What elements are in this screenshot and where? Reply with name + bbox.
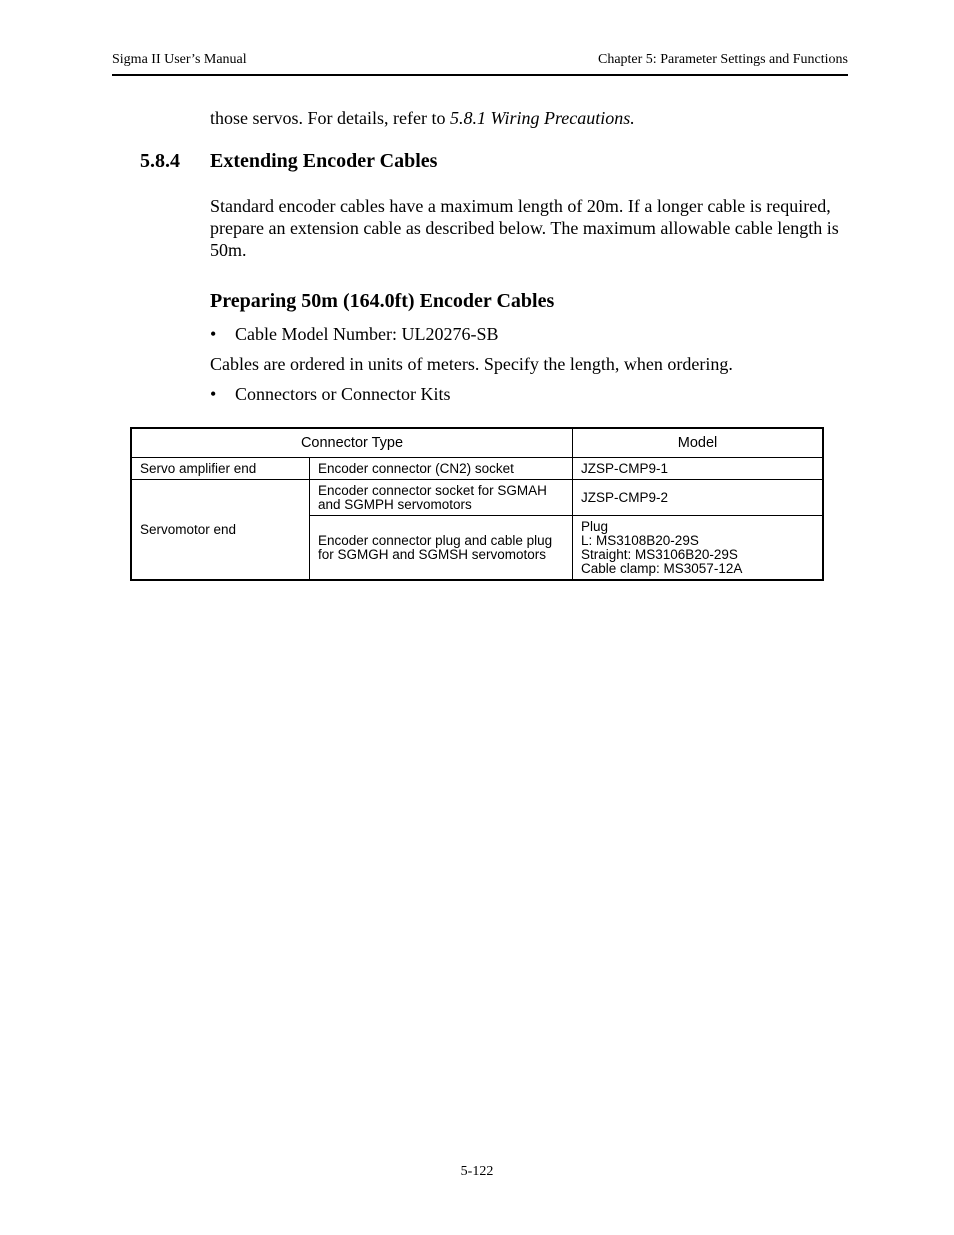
table-header-model: Model bbox=[573, 428, 824, 458]
bullet-symbol: • bbox=[210, 324, 217, 344]
table-row bbox=[131, 458, 823, 480]
intro-text: those servos. For details, refer to bbox=[210, 108, 450, 128]
bullet-text: Connectors or Connector Kits bbox=[235, 384, 451, 404]
order-note: Cables are ordered in units of meters. Specify the length, when ordering. bbox=[210, 354, 733, 374]
intro-paragraph bbox=[210, 108, 635, 129]
table-cell-type: Encoder connector socket for SGMAH and SGMPH servomotors bbox=[310, 480, 573, 516]
page-number: 5-122 bbox=[460, 1164, 494, 1179]
connector-table bbox=[130, 427, 824, 581]
header-chapter-title: Chapter 5: Parameter Settings and Functions bbox=[597, 52, 848, 67]
bullet-text: Cable Model Number: UL20276-SB bbox=[235, 324, 499, 344]
section-title: Extending Encoder Cables bbox=[210, 150, 438, 172]
table-cell-group: Servo amplifier end bbox=[131, 458, 310, 480]
section-number: 5.8.4 bbox=[140, 150, 180, 172]
header-manual-title: Sigma II User’s Manual bbox=[112, 52, 247, 67]
table-cell-type: Encoder connector plug and cable plug for SGMGH and SGMSH servomotors bbox=[310, 516, 573, 581]
bullet-item bbox=[210, 324, 498, 345]
table-cell-model: Plug L: MS3108B20-29S Straight: MS3106B20-29S Cable clamp: MS3057-12A bbox=[573, 516, 824, 581]
bullet-item bbox=[210, 384, 450, 405]
table-cell-group: Servomotor end bbox=[131, 480, 310, 581]
intro-reference-link: 5.8.1 Wiring Precautions. bbox=[449, 108, 635, 128]
table-cell-model: JZSP-CMP9-2 bbox=[573, 480, 824, 516]
table-header-connector-type: Connector Type bbox=[131, 428, 573, 458]
section-heading bbox=[140, 150, 437, 173]
page-header bbox=[112, 52, 848, 76]
table-cell-type: Encoder connector (CN2) socket bbox=[310, 458, 573, 480]
body-paragraph: Standard encoder cables have a maximum length of 20m. If a longer cable is required, prepare an extension cable as described below. The maximum allowable cable length is 50m. bbox=[210, 196, 839, 260]
table-row bbox=[131, 480, 823, 516]
subheading: Preparing 50m (164.0ft) Encoder Cables bbox=[210, 290, 555, 312]
bullet-symbol: • bbox=[210, 384, 217, 404]
table-header-row bbox=[131, 428, 823, 458]
table-cell-model: JZSP-CMP9-1 bbox=[573, 458, 824, 480]
